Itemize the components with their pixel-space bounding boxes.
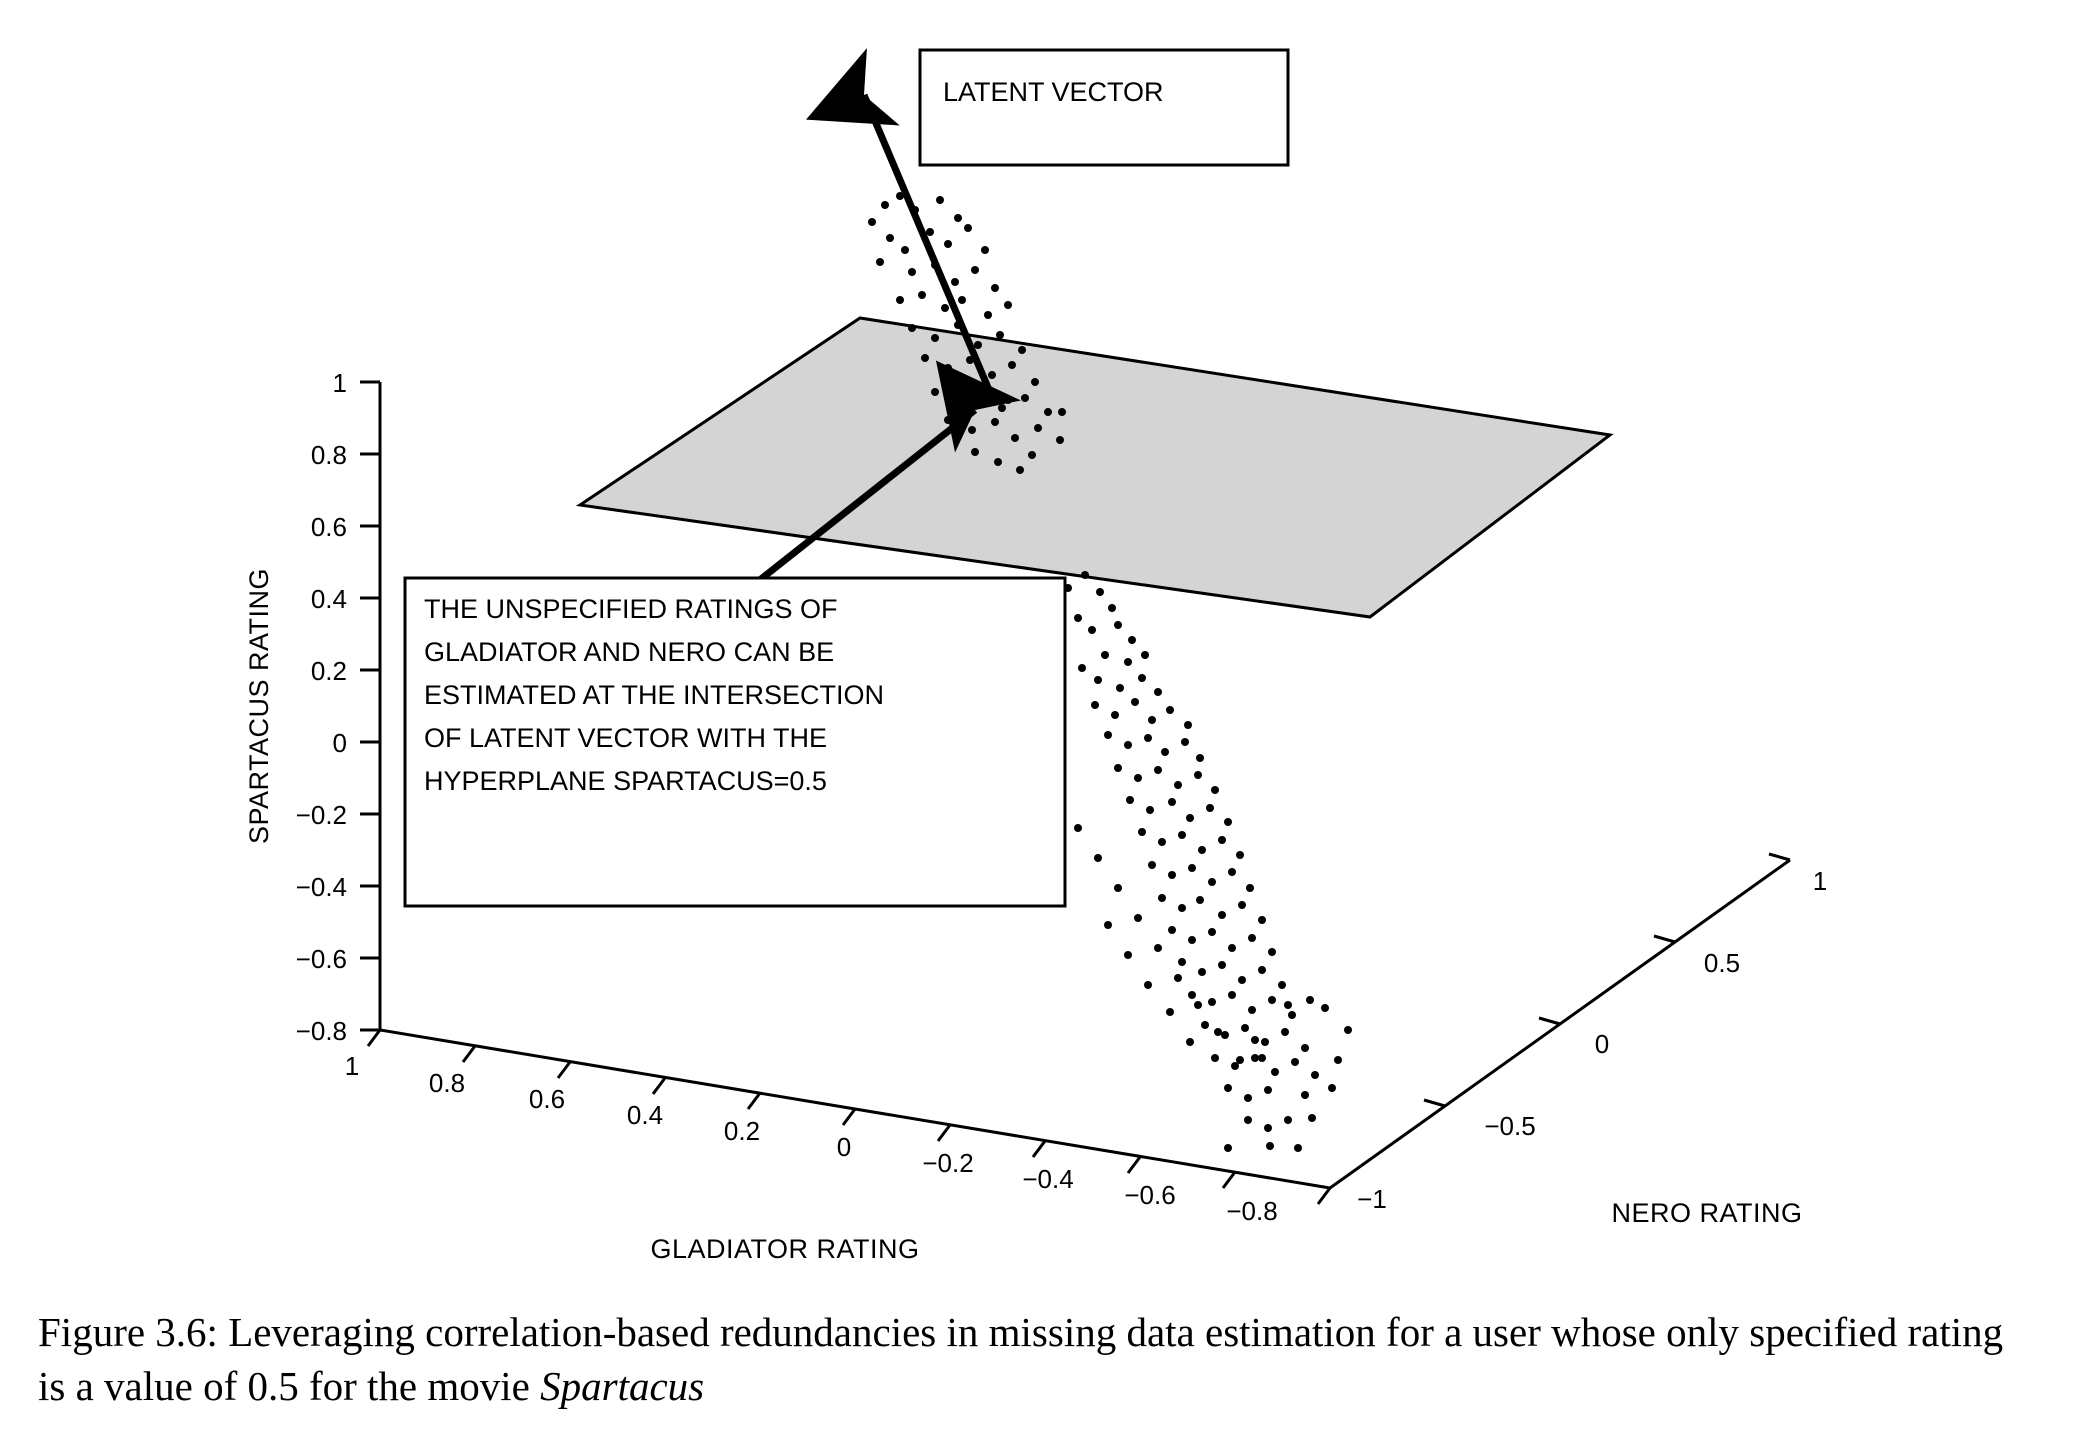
y-tick-label: −0.5 xyxy=(1484,1111,1536,1141)
x-tick-label: 0.2 xyxy=(723,1116,761,1146)
estimation-note-line: GLADIATOR AND NERO CAN BE xyxy=(424,637,835,667)
x-tick-label: 1 xyxy=(344,1051,360,1081)
x-tick-label: 0.8 xyxy=(428,1068,466,1098)
z-tick-label: −0.6 xyxy=(295,944,347,974)
hyperplane-spartacus-0.5 xyxy=(580,318,1610,617)
estimation-note-line: THE UNSPECIFIED RATINGS OF xyxy=(424,594,838,624)
figure-caption-body: Leveraging correlation-based redundancies in missing data estimation for a user whose only specified rating is a value of 0.5 for the movie xyxy=(38,1309,2004,1410)
y-tick-label: 0.5 xyxy=(1703,948,1741,978)
estimation-note-line: OF LATENT VECTOR WITH THE xyxy=(424,723,828,753)
estimation-note-line: ESTIMATED AT THE INTERSECTION xyxy=(424,680,885,710)
estimation-note xyxy=(405,578,1065,906)
x-tick-label: −0.6 xyxy=(1124,1180,1176,1210)
y-axis xyxy=(1330,854,1827,1228)
figure-caption-movie-title: Spartacus xyxy=(540,1363,705,1410)
z-axis-title: SPARTACUS RATING xyxy=(244,567,274,845)
x-tick-label: −0.2 xyxy=(922,1148,974,1178)
x-tick-label: 0 xyxy=(836,1132,852,1162)
x-tick-label: −0.4 xyxy=(1022,1164,1074,1194)
x-tick-label: −1 xyxy=(1357,1184,1387,1214)
figure-caption xyxy=(38,1305,2028,1413)
z-tick-label: −0.4 xyxy=(295,872,347,902)
z-tick-label: 0.4 xyxy=(310,584,347,614)
estimation-note-line: HYPERPLANE SPARTACUS=0.5 xyxy=(424,766,827,796)
z-tick-label: 0.8 xyxy=(310,440,347,470)
x-axis-title: GLADIATOR RATING xyxy=(650,1234,920,1264)
z-tick-label: 1 xyxy=(332,368,347,398)
z-axis xyxy=(244,368,380,1046)
figure-caption-prefix: Figure 3.6: xyxy=(38,1309,218,1355)
z-tick-label: 0 xyxy=(332,728,347,758)
x-tick-label: −0.8 xyxy=(1226,1196,1278,1226)
y-tick-label: 0 xyxy=(1594,1029,1610,1059)
z-tick-label: −0.8 xyxy=(295,1016,347,1046)
y-axis-title: NERO RATING xyxy=(1611,1198,1803,1228)
z-tick-label: 0.6 xyxy=(310,512,347,542)
x-tick-label: 0.4 xyxy=(626,1100,664,1130)
x-tick-label: 0.6 xyxy=(528,1084,566,1114)
latent-vector-label-text: LATENT VECTOR xyxy=(943,77,1164,107)
z-tick-label: 0.2 xyxy=(310,656,347,686)
latent-vector-label xyxy=(920,50,1288,165)
z-tick-label: −0.2 xyxy=(295,800,347,830)
y-tick-label: 1 xyxy=(1812,866,1828,896)
